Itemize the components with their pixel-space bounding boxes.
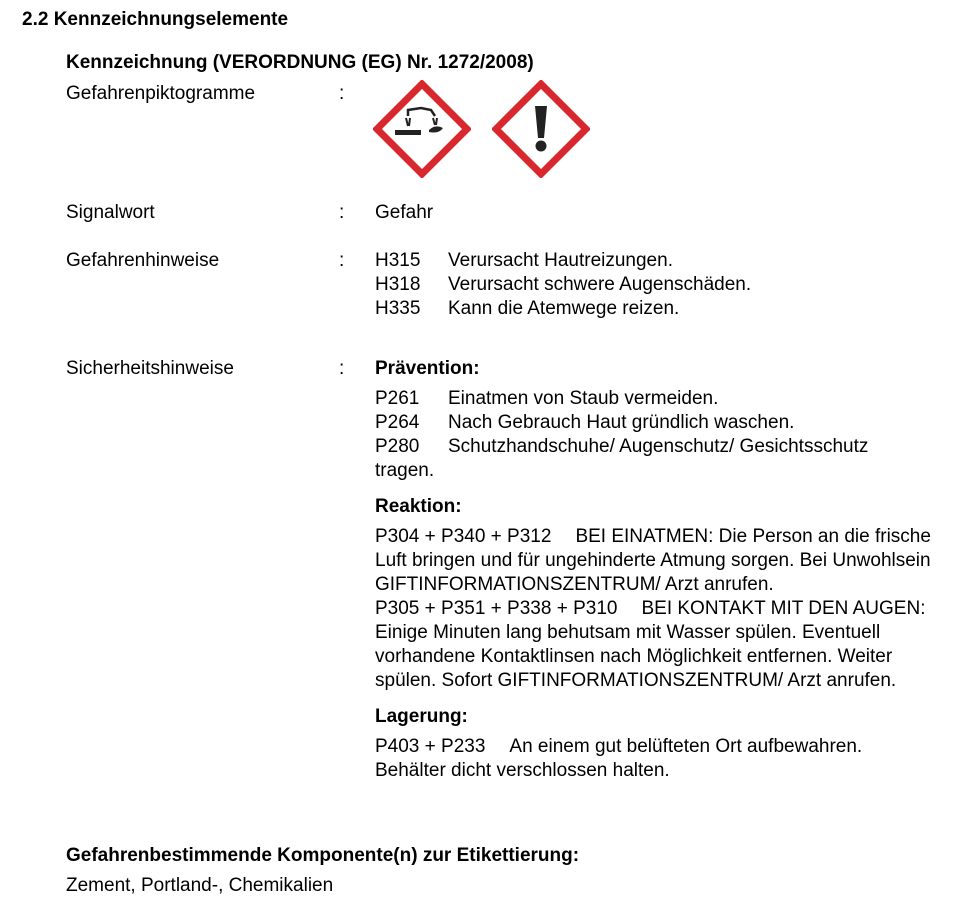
precaution-text: An einem gut belüfteten Ort aufbewahren. Behälter dicht verschlossen halten. xyxy=(375,736,863,781)
precaution-code: P403 + P233 xyxy=(375,736,486,757)
signal-word-label: Signalwort xyxy=(66,202,155,223)
precaution-item xyxy=(375,435,935,459)
hazard-code: H318 xyxy=(375,274,421,295)
precaution-item xyxy=(375,411,935,435)
colon: : xyxy=(339,250,345,271)
precaution-code: P304 + P340 + P312 xyxy=(375,526,552,547)
hazard-text: Verursacht schwere Augenschäden. xyxy=(448,274,752,295)
precautionary-list xyxy=(375,357,935,795)
precaution-item xyxy=(375,525,935,597)
colon: : xyxy=(339,202,345,223)
precaution-text: BEI KONTAKT MIT DEN AUGEN: Einige Minuten lang behutsam mit Wasser spülen. Eventuell vorhandene Kontaktlinsen nach Möglichkeit entfernen. Weiter spülen. Sofort GIFTINFORMATIONSZENTRUM/ Arzt anrufen. xyxy=(375,598,926,691)
prevention-block xyxy=(375,357,935,483)
precaution-item xyxy=(375,597,935,693)
exclamation-mark-pictogram-icon xyxy=(492,80,590,178)
precaution-text: BEI EINATMEN: Die Person an die frische Luft bringen und für ungehinderte Atmung sorgen. Bei Unwohlsein GIFTINFORMATIONSZENTRUM/ Arzt anrufen. xyxy=(375,526,931,595)
precaution-code: P280 xyxy=(375,436,420,457)
precaution-item xyxy=(375,387,935,411)
hazard-text: Verursacht Hautreizungen. xyxy=(448,250,673,271)
components-heading: Gefahrenbestimmende Komponente(n) zur Etikettierung: xyxy=(66,845,580,866)
components-text: Zement, Portland-, Chemikalien xyxy=(66,875,334,896)
hazard-statement xyxy=(375,273,935,297)
hazard-text: Kann die Atemwege reizen. xyxy=(448,298,680,319)
precaution-item xyxy=(375,735,935,783)
labeling-title: Kennzeichnung (VERORDNUNG (EG) Nr. 1272/2008) xyxy=(66,52,534,73)
precaution-text: Einatmen von Staub vermeiden. xyxy=(448,388,719,409)
hazard-statements-list xyxy=(375,249,935,321)
hazard-statement xyxy=(375,249,935,273)
precautionary-label: Sicherheitshinweise xyxy=(66,358,234,379)
storage-block xyxy=(375,705,935,783)
hazard-statement xyxy=(375,297,935,321)
prevention-heading: Prävention: xyxy=(375,358,480,379)
signal-word-value: Gefahr xyxy=(375,202,434,223)
precaution-text: Schutzhandschuhe/ Augenschutz/ Gesichtsschutz xyxy=(448,436,869,457)
pictograms-label: Gefahrenpiktogramme xyxy=(66,83,256,104)
precaution-code: P264 xyxy=(375,412,420,433)
colon: : xyxy=(339,83,345,104)
precaution-code: P261 xyxy=(375,388,420,409)
corrosion-pictogram-icon xyxy=(373,80,471,178)
precaution-code: P305 + P351 + P338 + P310 xyxy=(375,598,618,619)
colon: : xyxy=(339,358,345,379)
response-block xyxy=(375,495,935,693)
section-title: 2.2 Kennzeichnungselemente xyxy=(22,9,289,30)
hazard-statements-label: Gefahrenhinweise xyxy=(66,250,220,271)
hazard-code: H335 xyxy=(375,298,421,319)
response-heading: Reaktion: xyxy=(375,496,462,517)
precaution-text-continued: tragen. xyxy=(375,460,435,481)
precaution-text: Nach Gebrauch Haut gründlich waschen. xyxy=(448,412,795,433)
hazard-code: H315 xyxy=(375,250,421,271)
storage-heading: Lagerung: xyxy=(375,706,468,727)
